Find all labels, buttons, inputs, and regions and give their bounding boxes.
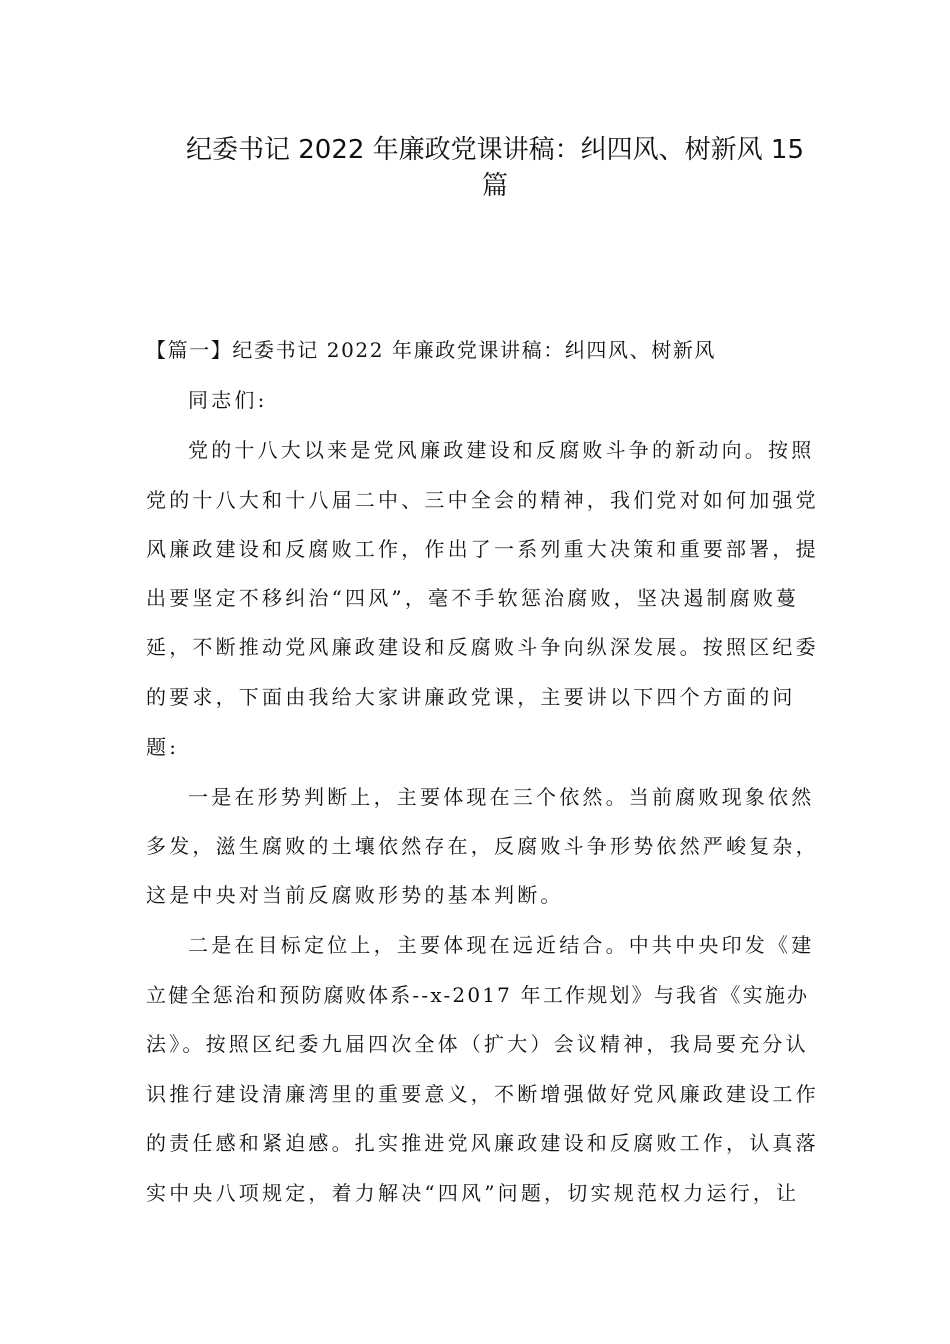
document-title: [150, 132, 840, 204]
paragraph-line: 延，不断推动党风廉政建设和反腐败斗争向纵深发展。按照区纪委: [146, 635, 819, 659]
paragraph-line: 立健全惩治和预防腐败体系--x-2017 年工作规划》与我省《实施办: [146, 983, 810, 1007]
salutation: 同志们:: [188, 388, 268, 412]
paragraph-line: 风廉政建设和反腐败工作，作出了一系列重大决策和重要部署，提: [146, 537, 819, 561]
paragraph-line: 这是中央对当前反腐败形势的基本判断。: [146, 883, 564, 907]
paragraph-line: 党的十八大和十八届二中、三中全会的精神，我们党对如何加强党: [146, 488, 819, 512]
paragraph-line: 识推行建设清廉湾里的重要意义，不断增强做好党风廉政建设工作: [146, 1082, 819, 1106]
paragraph-line: 的责任感和紧迫感。扎实推进党风廉政建设和反腐败工作，认真落: [146, 1131, 819, 1155]
paragraph-line: 法》。按照区纪委九届四次全体（扩大）会议精神，我局要充分认: [146, 1032, 809, 1056]
paragraph-line: 一是在形势判断上，主要体现在三个依然。当前腐败现象依然: [188, 785, 815, 809]
paragraph-line: 多发，滋生腐败的土壤依然存在，反腐败斗争形势依然严峻复杂，: [146, 834, 819, 858]
title-line-1: 纪委书记 2022 年廉政党课讲稿：纠四风、树新风 15: [185, 135, 805, 165]
paragraph-line: 实中央八项规定，着力解决“四风”问题，切实规范权力运行，让: [146, 1181, 800, 1205]
title-line-2: 篇: [481, 171, 508, 201]
paragraph-line: 二是在目标定位上，主要体现在远近结合。中共中央印发《建: [188, 933, 815, 957]
section-heading: 【篇一】纪委书记 2022 年廉政党课讲稿：纠四风、树新风: [146, 338, 717, 362]
paragraph-line: 题:: [146, 735, 180, 759]
paragraph-line: 出要坚定不移纠治“四风”，毫不手软惩治腐败，坚决遏制腐败蔓: [146, 586, 800, 610]
paragraph-line: 的要求，下面由我给大家讲廉政党课，主要讲以下四个方面的问: [146, 685, 796, 709]
paragraph-line: 党的十八大以来是党风廉政建设和反腐败斗争的新动向。按照: [188, 438, 815, 462]
